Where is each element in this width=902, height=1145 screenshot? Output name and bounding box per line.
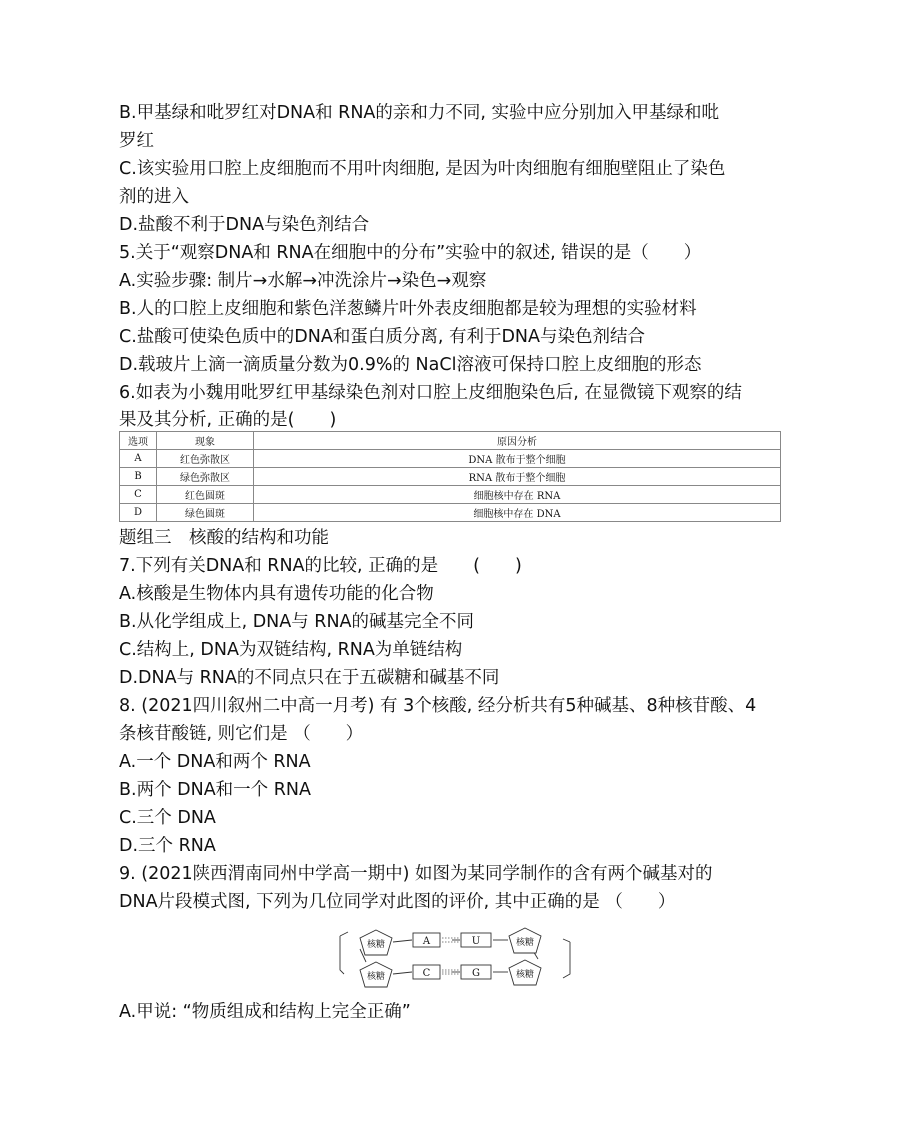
table-header: 选项	[120, 432, 157, 450]
option-c: C.结构上, DNA为双链结构, RNA为单链结构	[119, 640, 463, 660]
question-7: 7.下列有关DNA和 RNA的比较, 正确的是 ( )	[119, 556, 522, 576]
table-cell: 细胞核中存在 DNA	[254, 504, 781, 522]
text-line: 条核苷酸链, 则它们是 （ ）	[119, 724, 364, 744]
ribose-label: 核糖	[366, 940, 386, 950]
option-d: D.DNA与 RNA的不同点只在于五碳糖和碱基不同	[119, 668, 500, 688]
option-d: D.载玻片上滴一滴质量分数为0.9%的 NaCl溶液可保持口腔上皮细胞的形态	[119, 355, 702, 375]
table-row	[120, 450, 781, 468]
base-label: G	[472, 968, 480, 979]
table-cell: 红色圆斑	[157, 486, 254, 504]
left-backbone	[340, 936, 344, 974]
text-line: DNA片段模式图, 下列为几位同学对此图的评价, 其中正确的是 （ ）	[119, 892, 676, 912]
text-line: 剂的进入	[119, 187, 189, 207]
left-backbone-top	[340, 932, 348, 936]
table-cell: 绿色圆斑	[157, 504, 254, 522]
question-9: 9. (2021陕西渭南同州中学高一期中) 如图为某同学制作的含有两个碱基对的	[119, 864, 713, 884]
table-header: 现象	[157, 432, 254, 450]
table-cell: A	[120, 450, 157, 468]
table-header-row	[120, 432, 781, 450]
option-a: A.核酸是生物体内具有遗传功能的化合物	[119, 584, 434, 604]
option-c: C.盐酸可使染色质中的DNA和蛋白质分离, 有利于DNA与染色剂结合	[119, 327, 645, 347]
ribose-label: 核糖	[515, 970, 535, 980]
sugar-base-link	[393, 972, 412, 974]
right-backbone	[563, 942, 570, 978]
option-c: C.三个 DNA	[119, 808, 216, 828]
text-line: 果及其分析, 正确的是( )	[119, 410, 337, 430]
dna-fragment-diagram	[330, 922, 580, 988]
table-cell: B	[120, 468, 157, 486]
option-c: C.该实验用口腔上皮细胞而不用叶肉细胞, 是因为叶肉细胞有细胞壁阻止了染色	[119, 159, 726, 179]
table-row	[120, 468, 781, 486]
table-cell: RNA 散布于整个细胞	[254, 468, 781, 486]
base-label: A	[422, 936, 431, 947]
base-label: C	[422, 968, 431, 979]
table-cell: 细胞核中存在 RNA	[254, 486, 781, 504]
ribose-label: 核糖	[515, 938, 535, 948]
table-cell: 红色弥散区	[157, 450, 254, 468]
hydrogen-bonds	[442, 938, 460, 974]
option-a: A.甲说: “物质组成和结构上完全正确”	[119, 1002, 411, 1022]
question-6: 6.如表为小魏用吡罗红甲基绿染色剂对口腔上皮细胞染色后, 在显微镜下观察的结	[119, 383, 742, 403]
question-8: 8. (2021四川叙州二中高一月考) 有 3个核酸, 经分析共有5种碱基、8种核苷酸、4	[119, 696, 757, 716]
table-row	[120, 504, 781, 522]
option-a: A.一个 DNA和两个 RNA	[119, 752, 311, 772]
option-b: B.人的口腔上皮细胞和紫色洋葱鳞片叶外表皮细胞都是较为理想的实验材料	[119, 299, 697, 319]
table-cell: DNA 散布于整个细胞	[254, 450, 781, 468]
question-5: 5.关于“观察DNA和 RNA在细胞中的分布”实验中的叙述, 错误的是（ ）	[119, 243, 702, 263]
section-heading: 题组三 核酸的结构和功能	[119, 528, 329, 548]
table-cell: D	[120, 504, 157, 522]
ribose-label: 核糖	[366, 972, 386, 982]
table-cell: 绿色弥散区	[157, 468, 254, 486]
table-cell: C	[120, 486, 157, 504]
observation-table	[119, 431, 781, 522]
table-header: 原因分析	[254, 432, 781, 450]
option-d: D.三个 RNA	[119, 836, 216, 856]
option-d: D.盐酸不利于DNA与染色剂结合	[119, 215, 370, 235]
sugar-base-link	[393, 940, 412, 942]
option-5b-cont: B.甲基绿和吡罗红对DNA和 RNA的亲和力不同, 实验中应分别加入甲基绿和吡	[119, 103, 720, 123]
base-label: U	[471, 936, 481, 947]
option-b: B.从化学组成上, DNA与 RNA的碱基完全不同	[119, 612, 475, 632]
table-row	[120, 486, 781, 504]
right-backbone-top	[563, 939, 570, 942]
text-line: 罗红	[119, 131, 154, 151]
option-a: A.实验步骤: 制片→水解→冲洗涂片→染色→观察	[119, 271, 487, 291]
option-b: B.两个 DNA和一个 RNA	[119, 780, 311, 800]
